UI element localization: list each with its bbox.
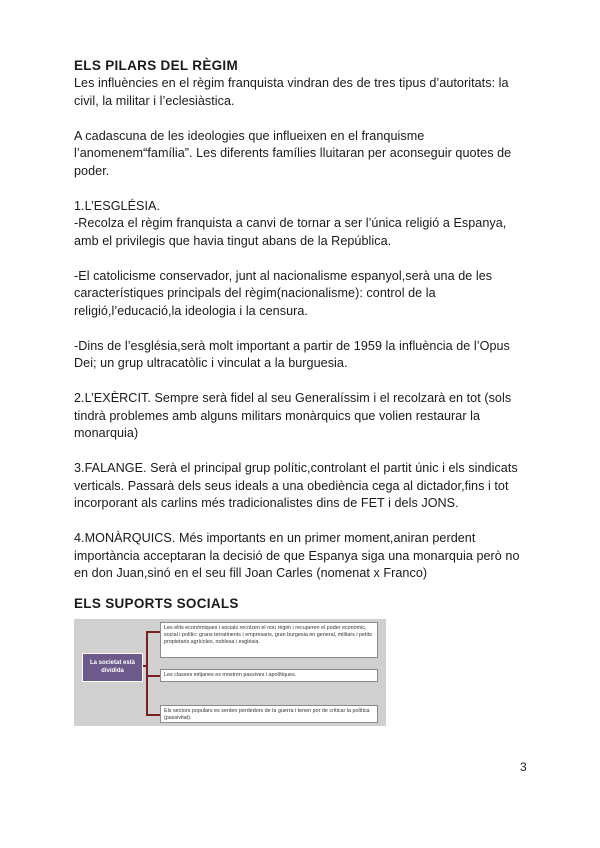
connector-3 (146, 714, 160, 716)
intro-paragraph: Les influències en el règim franquista vindran des de tres tipus d’autoritats: la civil, la militar i l’eclesiàstica. (74, 76, 509, 108)
section-title-suports: ELS SUPORTS SOCIALS (74, 595, 239, 611)
page-content (74, 57, 534, 726)
diagram-box-sectors-populars: Els sectors populars es senten perdedors de la guerra i tenen por de criticar la política (passivitat). (160, 705, 378, 723)
social-support-diagram (74, 619, 386, 726)
monarquics-paragraph: 4.MONÀRQUICS. Més importants en un primer moment,aniran perdent importància acceptaran la decisió de que Espanya siga una monarquia però no en don Juan,sinó en el seu fill Joan Carles (nomenat x Franco) (74, 531, 520, 580)
esglesia-paragraph-1: -Recolza el règim franquista a canvi de tornar a ser l’única religió a Espanya, amb el privilegis que havia tingut abans de la República. (74, 216, 507, 248)
section-title-pilars: ELS PILARS DEL RÈGIM (74, 58, 239, 73)
falange-paragraph: 3.FALANGE. Serà el principal grup polític,controlant el partit únic i els sindicats verticals. Passarà dels seus ideals a una obediència cega al dictador,fins i tot incorporant als carlins més tradicionalistes dins de FET i dels JONS. (74, 461, 518, 510)
exercit-paragraph: 2.L’EXÈRCIT. Sempre serà fidel al seu Generalíssim i el recolzarà en tot (sols tindrà problemes amb alguns militars monàrquics que volien restaurar la monarquia) (74, 391, 512, 440)
esglesia-heading: 1.L’ESGLÉSIA. (74, 198, 161, 213)
diagram-main-box: La societat està dividida (82, 653, 143, 682)
connector-2 (146, 675, 160, 677)
connector-1 (146, 631, 160, 633)
connector-vertical (146, 631, 148, 715)
diagram-box-elits: Les elits econòmiques i socials recolzen el nou règim i recuperen el poder econòmic, social i polític: grans terratinents i empresaris, gran burgesia en general, militars i petits propietaris agrícoles, noblesa i església. (160, 622, 378, 658)
esglesia-paragraph-2: -El catolicisme conservador, junt al nacionalisme espanyol,serà una de les característiques principals del règim(nacionalisme): control de la religió,l’educació,la ideologia i la censura. (74, 268, 493, 318)
families-paragraph: A cadascuna de les ideologies que influeixen en el franquisme l’anomenem“família”. Les diferents famílies lluitaran per aconseguir quotes de poder. (74, 128, 512, 178)
diagram-box-classes-mitjanes: Les classes mitjanes es mostren passives i apolítiques. (160, 669, 378, 682)
esglesia-paragraph-3: -Dins de l’església,serà molt important a partir de 1959 la influència de l’Opus Dei; un grup ultracatòlic i vinculat a la burguesia. (74, 338, 510, 370)
page-number: 3 (520, 760, 527, 774)
